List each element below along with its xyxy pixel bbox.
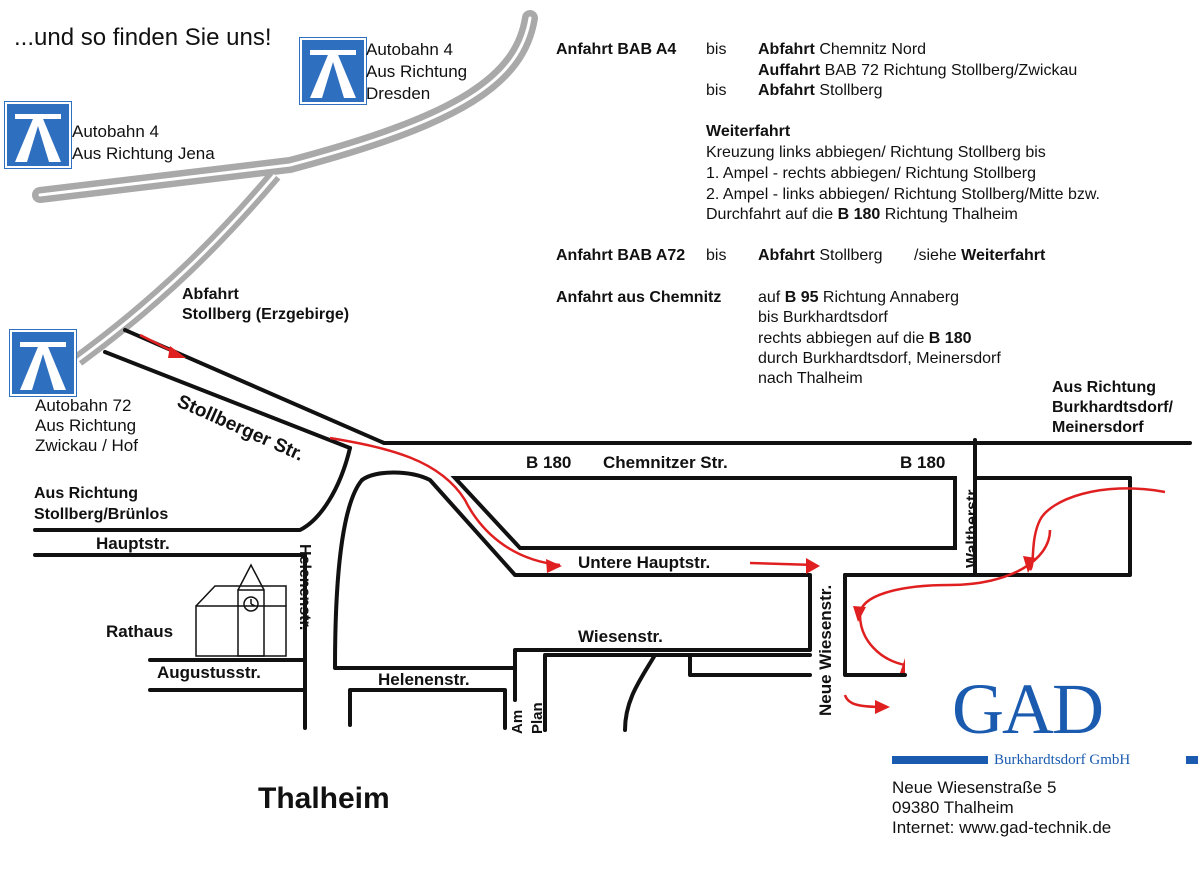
plan-label: Plan xyxy=(529,702,546,734)
rathaus-icon xyxy=(196,565,286,656)
helenenstr-vertical-label: Helenenstr. xyxy=(296,544,313,631)
sign-dresden-line3: Dresden xyxy=(366,84,431,103)
a72-see: /siehe Weiterfahrt xyxy=(914,247,1046,264)
sign-zwickau-line3: Zwickau / Hof xyxy=(35,436,138,455)
chemnitzer-str-label: Chemnitzer Str. xyxy=(603,453,728,472)
from-burkhardtsdorf-line1: Aus Richtung xyxy=(1052,379,1156,396)
autobahn-sign-icon xyxy=(5,102,71,168)
weiterfahrt-line1: Kreuzung links abbiegen/ Richtung Stollberg bis xyxy=(706,144,1046,161)
chemnitz-line5: nach Thalheim xyxy=(758,370,863,387)
chemnitz-line3: rechts abbiegen auf die B 180 xyxy=(758,330,972,347)
chemnitz-line2: bis Burkhardtsdorf xyxy=(758,309,888,326)
page-heading: ...und so finden Sie uns! xyxy=(14,24,272,51)
sign-jena-line2: Aus Richtung Jena xyxy=(72,144,215,163)
thalheim-label: Thalheim xyxy=(258,782,390,815)
autobahn-a72 xyxy=(78,175,275,360)
a72-bis: bis xyxy=(706,247,727,264)
sign-zwickau-line1: Autobahn 72 xyxy=(35,396,132,415)
augustusstr-label: Augustusstr. xyxy=(157,663,261,682)
logo-bar-left xyxy=(892,756,988,764)
a72-label: Anfahrt BAB A72 xyxy=(556,247,686,264)
a4-label: Anfahrt BAB A4 xyxy=(556,41,677,58)
a4-line2: Auffahrt BAB 72 Richtung Stollberg/Zwickau xyxy=(758,62,1078,79)
a72-dest: Abfahrt Stollberg xyxy=(758,247,883,264)
company-subtitle: Burkhardtsdorf GmbH xyxy=(994,752,1131,768)
logo-bar-right xyxy=(1186,756,1198,764)
a4-line1: Abfahrt Chemnitz Nord xyxy=(758,41,927,58)
neue-wiesenstr-label: Neue Wiesenstr. xyxy=(816,584,835,716)
b180-right-label: B 180 xyxy=(900,453,946,472)
autobahn-sign-icon xyxy=(300,38,366,104)
from-stollberg-line2: Stollberg/Brünlos xyxy=(34,506,169,523)
stollberger-str-label: Stollberger Str. xyxy=(173,391,307,466)
helenenstr-horizontal-label: Helenenstr. xyxy=(378,670,470,689)
a4-line3: Abfahrt Stollberg xyxy=(758,82,883,99)
gad-logo: GAD xyxy=(952,669,1102,749)
chemnitz-line1: auf B 95 Richtung Annaberg xyxy=(758,289,960,306)
weiterfahrt-line4: Durchfahrt auf die B 180 Richtung Thalheim xyxy=(706,206,1018,223)
wiesenstr-label: Wiesenstr. xyxy=(578,627,663,646)
weiterfahrt-title: Weiterfahrt xyxy=(706,123,791,140)
from-burkhardtsdorf-line3: Meinersdorf xyxy=(1052,419,1144,436)
hauptstr-label: Hauptstr. xyxy=(96,534,170,553)
rathaus-label: Rathaus xyxy=(106,622,174,641)
weiterfahrt-line3: 2. Ampel - links abbiegen/ Richtung Stollberg/Mitte bzw. xyxy=(706,186,1100,203)
exit-label-line1: Abfahrt xyxy=(182,286,239,303)
company-web-link[interactable]: Internet: www.gad-technik.de xyxy=(892,818,1112,837)
weiterfahrt-line2: 1. Ampel - rechts abbiegen/ Richtung Stollberg xyxy=(706,165,1036,182)
from-burkhardtsdorf-line2: Burkhardtsdorf/ xyxy=(1052,399,1173,416)
exit-label-line2: Stollberg (Erzgebirge) xyxy=(182,306,350,323)
sign-dresden-line1: Autobahn 4 xyxy=(366,40,453,59)
untere-hauptstr-label: Untere Hauptstr. xyxy=(578,553,711,572)
from-stollberg-line1: Aus Richtung xyxy=(34,485,138,502)
sign-jena-line1: Autobahn 4 xyxy=(72,122,159,141)
sign-dresden-line2: Aus Richtung xyxy=(366,62,468,81)
company-street: Neue Wiesenstraße 5 xyxy=(892,778,1057,797)
sign-zwickau-line2: Aus Richtung xyxy=(35,416,137,435)
chemnitz-label: Anfahrt aus Chemnitz xyxy=(556,289,722,306)
waltherstr-label: Waltherstr. xyxy=(964,485,981,568)
chemnitz-line4: durch Burkhardtsdorf, Meinersdorf xyxy=(758,350,1001,367)
b180-left-label: B 180 xyxy=(526,453,572,472)
a4-bis2: bis xyxy=(706,82,727,99)
am-label: Am xyxy=(509,709,526,734)
a4-bis1: bis xyxy=(706,41,727,58)
company-city: 09380 Thalheim xyxy=(892,798,1014,817)
autobahn-sign-icon xyxy=(10,330,76,396)
